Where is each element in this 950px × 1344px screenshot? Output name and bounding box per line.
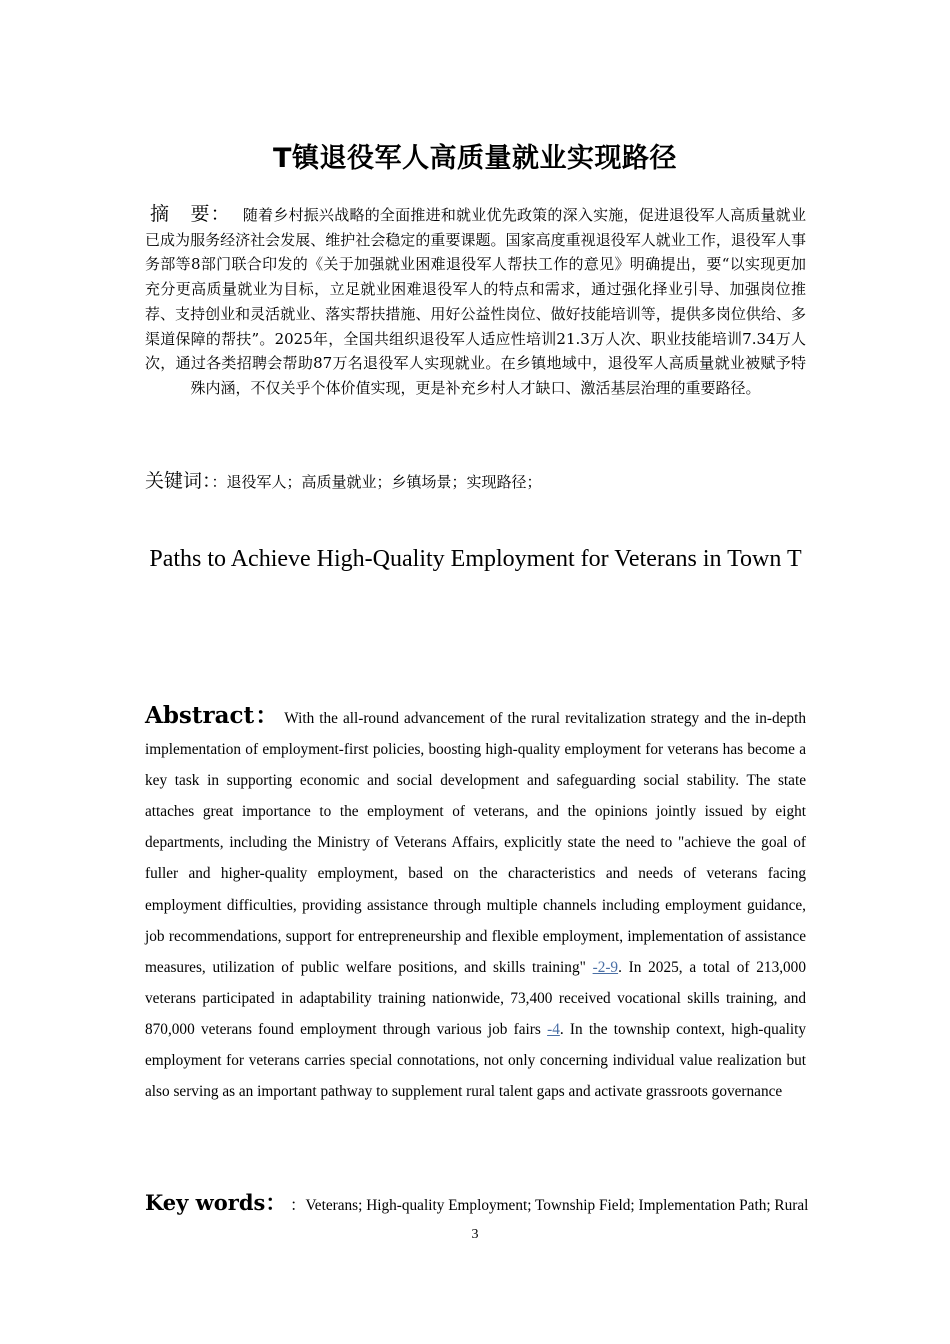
english-keywords-label: Key words： bbox=[145, 1190, 287, 1215]
chinese-title: T镇退役军人高质量就业实现路径 bbox=[273, 143, 677, 174]
english-abstract-text-part3: . In the township context, high-quality employment for veterans carries special connotations, not only concerning individual value realization but also serving as an important pathway to supplement rural talent gaps and activate grassroots governance bbox=[145, 1020, 807, 1101]
chinese-abstract-text: 随着乡村振兴战略的全面推进和就业优先政策的深入实施，促进退役军人高质量就业已成为服务经济社会发展、维护社会稳定的重要课题。国家高度重视退役军人就业工作，退役军人事务部等8部门联合印发的《关于加强就业困难退役军人帮扶工作的意见》明确提出，要“以实现更加充分更高质量就业为目标，立足就业困难退役军人的特点和需求，通过强化择业引导、加强岗位推荐、支持创业和灵活就业、落实帮扶措施、用好公益性岗位、做好技能培训等，提供多岗位供给、多渠道保障的帮扶”。2025年，全国共组织退役军人适应性培训21.3万人次、职业技能培训7.34万人次，通过各类招聘会帮助87万名退役军人实现就业。在乡镇地域中，退役军人高质量就业被赋予特殊内涵，不仅关乎个体价值实现，更是补充乡村人才缺口、激活基层治理的重要路径。 bbox=[145, 206, 806, 397]
chinese-abstract bbox=[145, 202, 806, 401]
citation-link-4[interactable]: -4 bbox=[547, 1020, 560, 1038]
chinese-keywords-text: ：退役军人；高质量就业；乡镇场景；实现路径； bbox=[211, 473, 542, 491]
page-number: 3 bbox=[471, 1227, 479, 1242]
english-abstract bbox=[145, 700, 806, 1107]
english-title: Paths to Achieve High-Quality Employment for Veterans in Town T bbox=[149, 546, 802, 572]
english-abstract-label: Abstract： bbox=[145, 702, 280, 729]
chinese-keywords-label: 关键词： bbox=[145, 470, 212, 492]
english-abstract-text-part1: With the all-round advancement of the rural revitalization strategy and the in-depth implementation of employment-first policies, boosting high-quality employment for veterans has become a key task in supporting economic and social development and safeguarding social stability. The state attaches great importance to the employment of veterans, and the opinions jointly issued by eight departments, including the Ministry of Veterans Affairs, explicitly state the need to "achieve the goal of fuller and higher-quality employment, based on the characteristics and needs of veterans facing employment difficulties, providing assistance through multiple channels including employment guidance, job recommendations, support for entrepreneurship and flexible employment, implementation of assistance measures, utilization of public welfare positions, and skills training" bbox=[145, 710, 806, 976]
citation-link-2-9[interactable]: -2-9 bbox=[592, 958, 619, 976]
english-keywords bbox=[145, 1187, 809, 1217]
chinese-abstract-label: 摘 要： bbox=[150, 203, 231, 225]
english-keywords-text: ：Veterans; High-quality Employment; Township Field; Implementation Path; Rural bbox=[290, 1197, 809, 1214]
chinese-keywords bbox=[145, 466, 806, 493]
english-abstract-text-part2: . In 2025, a total of 213,000 veterans participated in adaptability training nationwide, 73,400 received vocational skills training, and 870,000 veterans found employment through various job fairs bbox=[145, 958, 806, 1038]
